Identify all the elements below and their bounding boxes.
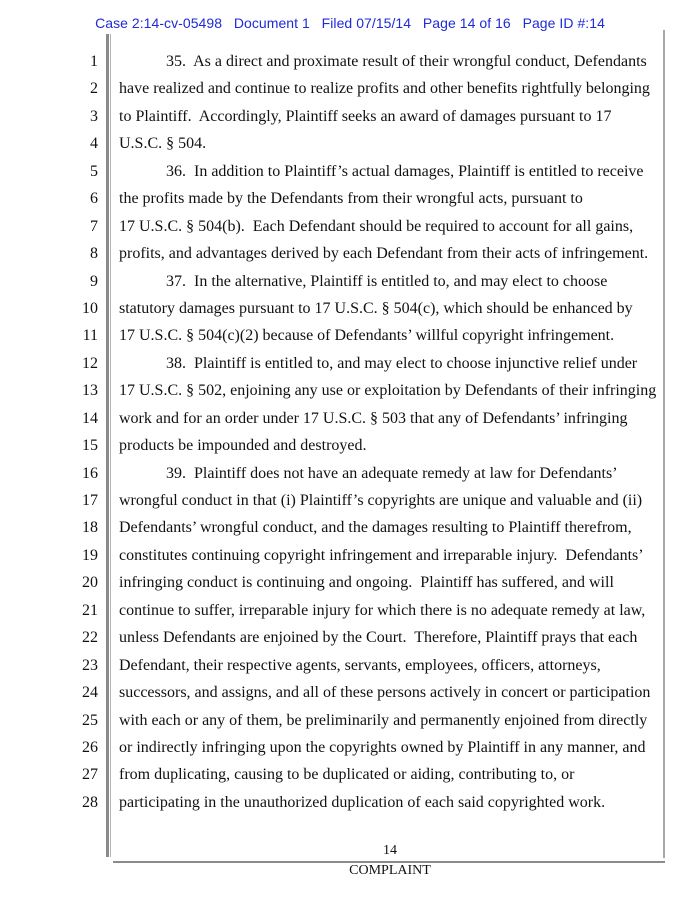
line-number: 24 — [82, 684, 98, 702]
line-number: 19 — [82, 546, 98, 564]
left-margin-rule-inner — [110, 34, 111, 857]
pleading-line-numbers — [68, 48, 98, 816]
line-number: 23 — [82, 656, 98, 674]
line-number: 22 — [82, 629, 98, 647]
line-number: 5 — [90, 162, 98, 180]
paragraph-first-line: 36. In addition to Plaintiff’s actual damages, Plaintiff is entitled to receive — [166, 162, 644, 180]
text-line: work and for an order under 17 U.S.C. § 503 that any of Defendants’ infringing — [119, 409, 628, 427]
text-line: unless Defendants are enjoined by the Court. Therefore, Plaintiff prays that each — [119, 629, 638, 647]
text-line: the profits made by the Defendants from their wrongful acts, pursuant to — [119, 190, 583, 208]
text-line: successors, and assigns, and all of these persons actively in concert or participation — [119, 684, 651, 702]
left-margin-rule — [106, 34, 109, 857]
text-line: wrongful conduct in that (i) Plaintiff’s copyrights are unique and valuable and (ii) — [119, 492, 643, 509]
line-number: 11 — [82, 327, 98, 345]
text-line: with each or any of them, be preliminarily and permanently enjoined from directly — [119, 711, 648, 729]
paragraph-first-line: 35. As a direct and proximate result of their wrongful conduct, Defendants — [166, 53, 647, 70]
text-line: continue to suffer, irreparable injury for which there is no adequate remedy at law, — [119, 601, 646, 619]
text-line: products be impounded and destroyed. — [119, 437, 367, 455]
text-line: Defendant, their respective agents, servants, employees, officers, attorneys, — [119, 656, 601, 674]
document-title: COMPLAINT — [349, 863, 431, 878]
line-number: 25 — [82, 711, 98, 729]
line-number: 15 — [82, 437, 98, 455]
text-line: or indirectly infringing upon the copyrights owned by Plaintiff in any manner, and — [119, 738, 646, 756]
document-body — [119, 48, 664, 816]
line-number: 6 — [90, 190, 98, 208]
text-line: infringing conduct is continuing and ongoing. Plaintiff has suffered, and will — [119, 574, 614, 592]
line-number: 14 — [82, 409, 98, 427]
paragraph-first-line: 38. Plaintiff is entitled to, and may elect to choose injunctive relief under — [166, 354, 638, 372]
page-number: 14 — [383, 843, 397, 858]
line-number: 26 — [82, 738, 98, 756]
line-number: 10 — [82, 299, 98, 317]
line-number: 28 — [82, 793, 98, 811]
line-number: 4 — [90, 135, 98, 153]
line-number: 16 — [82, 464, 98, 482]
line-number: 27 — [82, 766, 98, 784]
paragraph-first-line: 37. In the alternative, Plaintiff is entitled to, and may elect to choose — [166, 272, 608, 290]
text-line: participating in the unauthorized duplication of each said copyrighted work. — [119, 793, 606, 811]
line-number: 2 — [90, 80, 98, 98]
ecf-filing-header: Case 2:14-cv-05498 Document 1 Filed 07/15/14 Page 14 of 16 Page ID #:14 — [95, 15, 605, 31]
line-number: 20 — [82, 574, 98, 592]
line-number: 1 — [90, 53, 98, 70]
text-line: 17 U.S.C. § 504(b). Each Defendant should be required to account for all gains, — [119, 217, 634, 235]
text-line: 17 U.S.C. § 504(c)(2) because of Defendants’ willful copyright infringement. — [119, 327, 615, 345]
text-line: profits, and advantages derived by each Defendant from their acts of infringement. — [119, 245, 649, 263]
text-line: to Plaintiff. Accordingly, Plaintiff seeks an award of damages pursuant to 17 — [119, 107, 612, 125]
line-number: 18 — [82, 519, 98, 537]
text-line: constitutes continuing copyright infringement and irreparable injury. Defendants’ — [119, 546, 644, 564]
line-number: 21 — [82, 601, 98, 619]
text-line: U.S.C. § 504. — [119, 135, 207, 153]
line-number: 8 — [90, 245, 98, 263]
line-number: 17 — [82, 492, 98, 509]
text-line: 17 U.S.C. § 502, enjoining any use or exploitation by Defendants of their infringing — [119, 382, 657, 400]
paragraph-first-line: 39. Plaintiff does not have an adequate remedy at law for Defendants’ — [166, 464, 618, 482]
line-number: 7 — [90, 217, 98, 235]
text-line: Defendants’ wrongful conduct, and the damages resulting to Plaintiff therefrom, — [119, 519, 632, 537]
text-line: have realized and continue to realize profits and other benefits rightfully belonging — [119, 80, 650, 98]
line-number: 12 — [82, 354, 98, 372]
text-line: statutory damages pursuant to 17 U.S.C. § 504(c), which should be enhanced by — [119, 299, 633, 317]
line-number: 9 — [90, 272, 98, 290]
line-number: 13 — [82, 382, 98, 400]
text-line: from duplicating, causing to be duplicated or aiding, contributing to, or — [119, 766, 575, 784]
line-number: 3 — [90, 107, 98, 125]
